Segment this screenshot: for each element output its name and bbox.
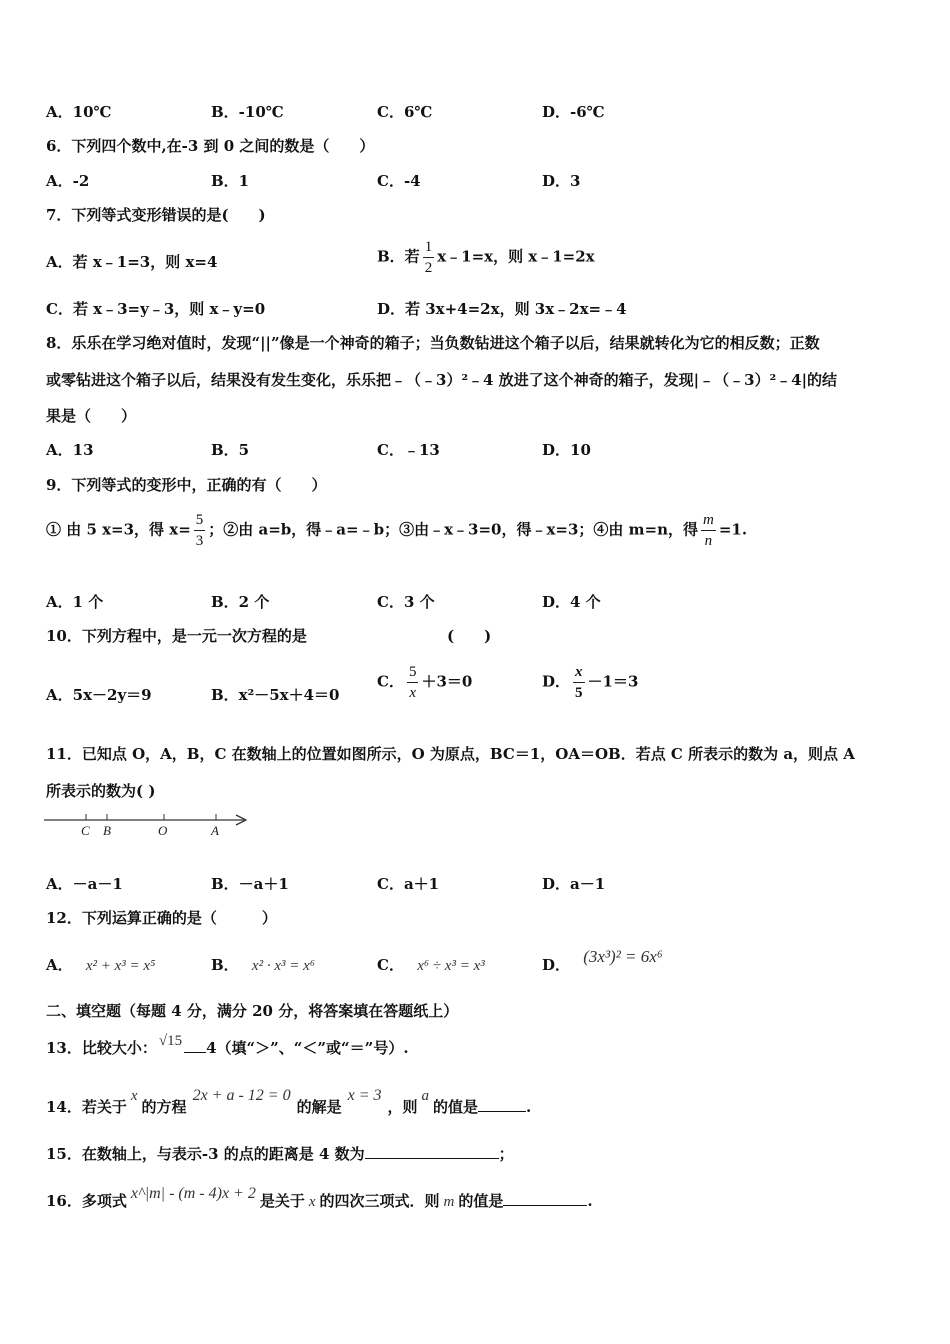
q16 bbox=[46, 1185, 593, 1212]
fraction-denominator: x bbox=[407, 682, 419, 703]
q16-polynomial: x^|m| - (m - 4)x + 2 bbox=[130, 1185, 256, 1202]
q16-answer-blank bbox=[503, 1191, 587, 1206]
q12-option-d-expr: (3x³)² = 6x⁶ bbox=[583, 947, 663, 966]
q10-option-d-fraction bbox=[573, 662, 585, 703]
fraction-denominator: 3 bbox=[194, 530, 206, 551]
q8-option-a: A．13 bbox=[46, 441, 94, 459]
q12-option-b-expr: x² · x³ = x⁶ bbox=[251, 958, 315, 974]
q13-prefix: 13．比较大小： bbox=[46, 1039, 157, 1057]
q6-option-b: B．1 bbox=[211, 172, 250, 190]
q7-option-c: C．若 x﹣3=y﹣3，则 x﹣y=0 bbox=[46, 300, 266, 318]
q14 bbox=[46, 1087, 532, 1118]
q7-option-d: D．若 3x+4=2x，则 3x﹣2x=﹣4 bbox=[377, 300, 627, 318]
q9-option-a: A．1 个 bbox=[46, 593, 104, 611]
q12-option-a bbox=[46, 955, 155, 976]
q10-option-d-label: D． bbox=[542, 672, 571, 691]
q6-option-d: D．3 bbox=[542, 172, 581, 190]
fraction-numerator: x bbox=[575, 664, 583, 680]
q10-option-c-rest: ＋3＝0 bbox=[421, 672, 473, 691]
q14-answer-blank bbox=[478, 1097, 526, 1112]
q13 bbox=[46, 1033, 409, 1059]
q5-option-d: D．-6℃ bbox=[542, 103, 605, 121]
q7-option-b bbox=[377, 237, 595, 278]
fraction-numerator: 1 bbox=[424, 239, 433, 255]
q14-text-2: 的解是 bbox=[296, 1098, 342, 1116]
q12-stem: 12．下列运算正确的是（ ） bbox=[46, 909, 277, 927]
q10-option-c-label: C． bbox=[377, 672, 404, 691]
q7-option-b-rest: x﹣1=x，则 x﹣1=2x bbox=[437, 247, 595, 266]
q12-option-d-label: D． bbox=[542, 956, 571, 974]
q12-option-a-label: A． bbox=[46, 956, 73, 974]
q13-answer-blank bbox=[184, 1038, 206, 1053]
q12-option-c-label: C． bbox=[377, 956, 404, 974]
q14-equation: 2x + a - 12 = 0 bbox=[192, 1087, 291, 1104]
q5-option-b: B．-10℃ bbox=[211, 103, 284, 121]
q14-prefix: 14．若关于 bbox=[46, 1098, 127, 1116]
q7-option-a: A．若 x﹣1=3，则 x=4 bbox=[46, 253, 218, 271]
q10-option-a: A．5x－2y＝9 bbox=[46, 686, 152, 704]
q13-sqrt-15: √15 bbox=[158, 1033, 183, 1049]
q9-statement bbox=[46, 510, 747, 551]
fraction-denominator: 5 bbox=[573, 682, 585, 703]
q12-option-b-label: B． bbox=[211, 956, 239, 974]
q7-option-b-prefix: B．若 bbox=[377, 247, 420, 266]
q11-line-2: 所表示的数为( ) bbox=[46, 782, 156, 800]
q8-line-2: 或零钻进这个箱子以后，结果没有发生变化，乐乐把﹣（﹣3）²﹣4 放进了这个神奇的箱子，发现|﹣（﹣3）²﹣4|的结 bbox=[46, 371, 838, 389]
number-line-diagram bbox=[44, 810, 254, 840]
fraction-numerator: m bbox=[702, 512, 714, 528]
q10-answer-paren: ( ) bbox=[447, 627, 492, 645]
q12-option-a-expr: x² + x³ = x⁵ bbox=[85, 958, 156, 974]
label-o: O bbox=[158, 823, 168, 838]
q11-line-1: 11．已知点 O，A，B，C 在数轴上的位置如图所示，O 为原点，BC＝1，OA＝OB．若点 C 所表示的数为 a，则点 A bbox=[46, 745, 855, 763]
label-b: B bbox=[103, 823, 111, 838]
q16-text-3: 的值是 bbox=[458, 1192, 504, 1210]
fraction-numerator: 5 bbox=[195, 512, 204, 528]
fraction-denominator: 2 bbox=[423, 257, 435, 278]
q6-option-a: A．-2 bbox=[46, 172, 90, 190]
q16-prefix: 16．多项式 bbox=[46, 1192, 127, 1210]
q11-option-a: A．－a－1 bbox=[46, 875, 123, 893]
q11-option-b: B．－a＋1 bbox=[211, 875, 289, 893]
q16-var-m: m bbox=[443, 1194, 455, 1210]
q11-option-c: C．a＋1 bbox=[377, 875, 440, 893]
q10-option-d-rest: －1＝3 bbox=[587, 672, 639, 691]
fraction-numerator: 5 bbox=[408, 664, 417, 680]
q15-text: 15．在数轴上，与表示-3 的点的距离是 4 数为 bbox=[46, 1145, 365, 1163]
q9-option-b: B．2 个 bbox=[211, 593, 270, 611]
q6-stem: 6．下列四个数中,在-3 到 0 之间的数是（ ） bbox=[46, 137, 375, 155]
label-c: C bbox=[81, 823, 90, 838]
section-2-title: 二、填空题（每题 4 分，满分 20 分，将答案填在答题纸上） bbox=[46, 1002, 459, 1020]
q9-part-1: ① 由 5 x=3，得 x= bbox=[46, 520, 191, 539]
q8-option-c: C．﹣13 bbox=[377, 441, 440, 459]
q9-stem: 9．下列等式的变形中，正确的有（ ） bbox=[46, 476, 327, 494]
q16-text-2: 的四次三项式．则 bbox=[319, 1192, 440, 1210]
q10-stem: 10．下列方程中，是一元一次方程的是 bbox=[46, 627, 307, 645]
q12-option-c-expr: x⁶ ÷ x³ = x³ bbox=[417, 958, 485, 974]
q14-text-3: ，则 bbox=[387, 1098, 418, 1116]
q10-option-c bbox=[377, 662, 472, 703]
q14-text-1: 的方程 bbox=[141, 1098, 187, 1116]
q10-option-c-fraction bbox=[407, 662, 419, 703]
q14-var-a: a bbox=[421, 1088, 430, 1104]
q13-suffix: 4（填“＞”、“＜”或“＝”号）. bbox=[206, 1039, 409, 1057]
q7-option-b-fraction bbox=[423, 237, 435, 278]
fraction-denominator: n bbox=[701, 530, 716, 551]
q10-option-b: B．x²－5x＋4＝0 bbox=[211, 686, 340, 704]
q8-option-b: B．5 bbox=[211, 441, 250, 459]
q16-text-1: 是关于 bbox=[259, 1192, 305, 1210]
q15 bbox=[46, 1144, 514, 1164]
q6-option-c: C．-4 bbox=[377, 172, 421, 190]
q14-text-4: 的值是 bbox=[433, 1098, 479, 1116]
q12-option-c bbox=[377, 955, 485, 976]
q5-option-a: A．10℃ bbox=[46, 103, 112, 121]
q9-option-d: D．4 个 bbox=[542, 593, 601, 611]
q9-fraction-5-3 bbox=[194, 510, 206, 551]
q9-fraction-m-n bbox=[701, 510, 716, 551]
q15-answer-blank bbox=[365, 1144, 499, 1159]
q16-var-x: x bbox=[308, 1194, 316, 1210]
label-a: A bbox=[211, 823, 219, 838]
q11-option-d: D．a－1 bbox=[542, 875, 606, 893]
q14-var-x: x bbox=[130, 1088, 138, 1104]
q9-option-c: C．3 个 bbox=[377, 593, 435, 611]
q9-part-2: ；②由 a=b，得﹣a=﹣b；③由﹣x﹣3=0，得﹣x=3；④由 m=n，得 bbox=[208, 520, 698, 539]
q10-option-d bbox=[542, 662, 638, 703]
q8-line-3: 果是（ ） bbox=[46, 407, 137, 425]
q8-line-1: 8．乐乐在学习绝对值时，发现“||”像是一个神奇的箱子；当负数钻进这个箱子以后，结果就转化为它的相反数；正数 bbox=[46, 334, 820, 352]
q8-option-d: D．10 bbox=[542, 441, 591, 459]
q12-option-d bbox=[542, 947, 663, 975]
q12-option-b bbox=[211, 955, 315, 976]
q16-end: . bbox=[587, 1192, 593, 1210]
q14-end: . bbox=[526, 1098, 532, 1116]
q9-part-3: =1. bbox=[718, 520, 748, 539]
q5-option-c: C．6℃ bbox=[377, 103, 433, 121]
q15-end: ； bbox=[498, 1145, 514, 1163]
q7-stem: 7．下列等式变形错误的是( ) bbox=[46, 206, 266, 224]
q14-solution: x = 3 bbox=[347, 1087, 382, 1104]
